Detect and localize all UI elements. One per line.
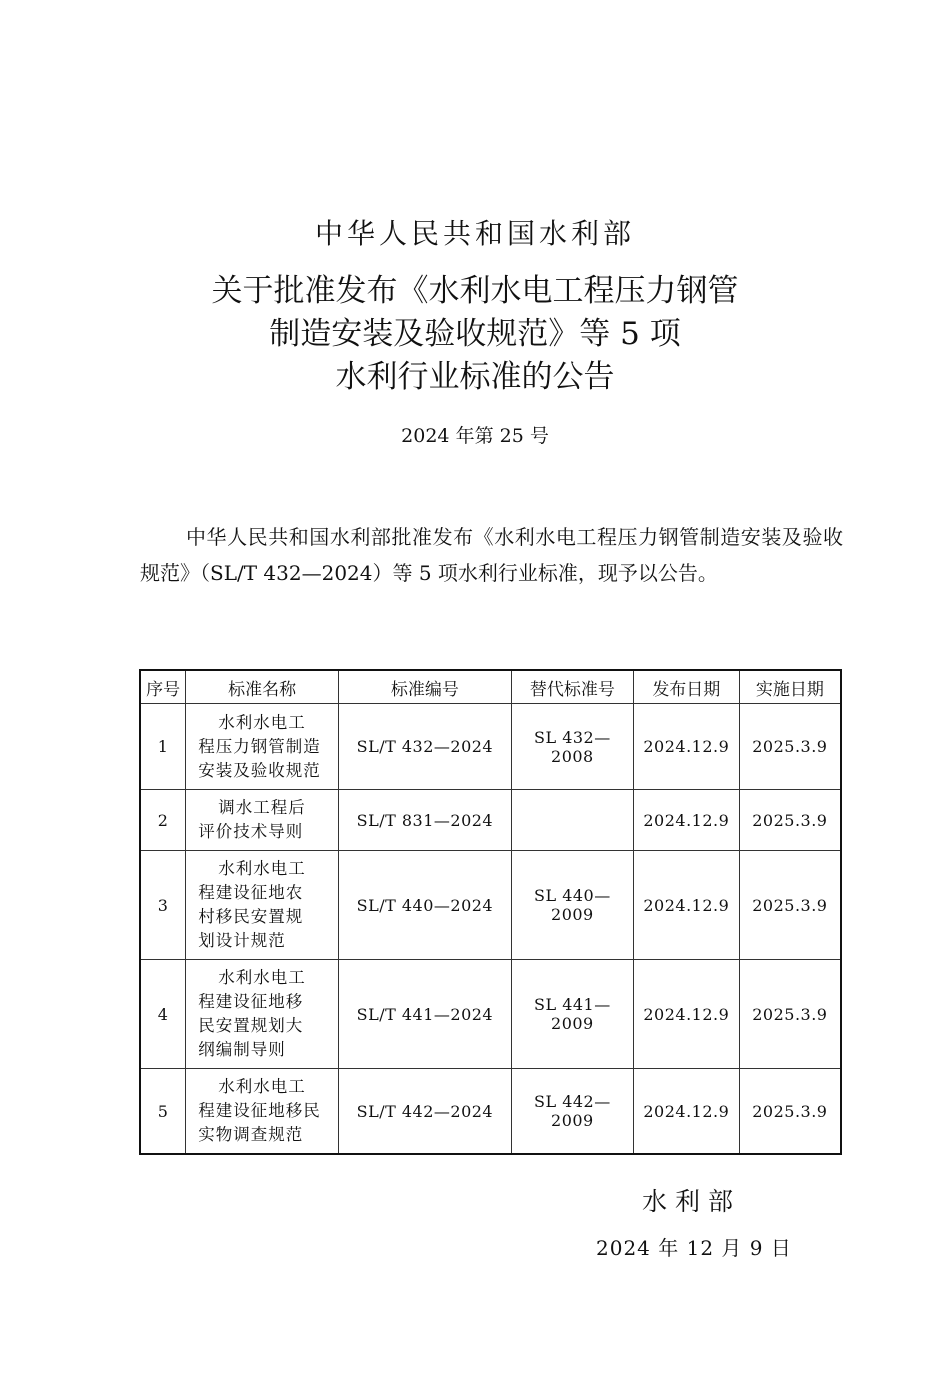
title-line-2: 制造安装及验收规范》等 5 项 bbox=[269, 316, 681, 352]
issuer-signature: 水利部 bbox=[642, 1187, 742, 1216]
name-line: 程建设征地移 bbox=[198, 992, 304, 1011]
name-line: 水利水电工 bbox=[218, 1077, 306, 1096]
name-line: 实物调查规范 bbox=[198, 1125, 304, 1144]
standard-code: SL/T 442—2024 bbox=[338, 1069, 511, 1155]
publish-date: 2024.12.9 bbox=[633, 704, 739, 790]
name-line: 水利水电工 bbox=[218, 968, 306, 987]
announcement-title bbox=[0, 270, 950, 399]
table-row bbox=[140, 704, 841, 790]
replaced-standard: SL 441—2009 bbox=[511, 960, 633, 1069]
effective-date: 2025.3.9 bbox=[739, 960, 841, 1069]
table-row bbox=[140, 851, 841, 960]
effective-date: 2025.3.9 bbox=[739, 1069, 841, 1155]
replaced-standard: SL 432—2008 bbox=[511, 704, 633, 790]
table-row bbox=[140, 790, 841, 851]
publish-date: 2024.12.9 bbox=[633, 960, 739, 1069]
name-line: 村移民安置规 bbox=[198, 907, 304, 926]
name-line: 程压力钢管制造 bbox=[198, 736, 321, 756]
header-effective: 实施日期 bbox=[739, 670, 841, 704]
effective-date: 2025.3.9 bbox=[739, 704, 841, 790]
replaced-standard: SL 440—2009 bbox=[511, 851, 633, 960]
row-no: 5 bbox=[140, 1069, 186, 1155]
name-line: 程建设征地移民 bbox=[198, 1101, 321, 1120]
table-header-row bbox=[140, 670, 841, 704]
name-line: 安装及验收规范 bbox=[198, 760, 321, 780]
standard-name bbox=[186, 1069, 339, 1155]
issue-date: 2024 年 12 月 9 日 bbox=[596, 1236, 792, 1260]
standard-code: SL/T 441—2024 bbox=[338, 960, 511, 1069]
name-line: 民安置规划大 bbox=[198, 1016, 304, 1035]
issuing-ministry: 中华人民共和国水利部 bbox=[314, 217, 635, 250]
effective-date: 2025.3.9 bbox=[739, 790, 841, 851]
name-line: 评价技术导则 bbox=[198, 822, 304, 841]
name-line: 水利水电工 bbox=[218, 712, 306, 732]
header-published: 发布日期 bbox=[633, 670, 739, 704]
title-line-3: 水利行业标准的公告 bbox=[335, 359, 615, 395]
standard-name bbox=[186, 851, 339, 960]
announcement-body: 中华人民共和国水利部批准发布《水利水电工程压力钢管制造安装及验收规范》（SL/T 432—2024）等 5 项水利行业标准，现予以公告。 bbox=[140, 525, 843, 585]
publish-date: 2024.12.9 bbox=[633, 790, 739, 851]
standard-code: SL/T 432—2024 bbox=[338, 704, 511, 790]
standard-name bbox=[186, 790, 339, 851]
effective-date: 2025.3.9 bbox=[739, 851, 841, 960]
table-row bbox=[140, 960, 841, 1069]
row-no: 3 bbox=[140, 851, 186, 960]
replaced-standard bbox=[511, 790, 633, 851]
name-line: 水利水电工 bbox=[218, 859, 306, 878]
replaced-standard: SL 442—2009 bbox=[511, 1069, 633, 1155]
row-no: 4 bbox=[140, 960, 186, 1069]
header-replaces: 替代标准号 bbox=[511, 670, 633, 704]
title-line-1: 关于批准发布《水利水电工程压力钢管 bbox=[211, 273, 739, 309]
standard-name bbox=[186, 960, 339, 1069]
publish-date: 2024.12.9 bbox=[633, 851, 739, 960]
standards-table bbox=[139, 669, 842, 1155]
name-line: 调水工程后 bbox=[218, 798, 306, 817]
row-no: 2 bbox=[140, 790, 186, 851]
name-line: 纲编制导则 bbox=[198, 1040, 286, 1059]
row-no: 1 bbox=[140, 704, 186, 790]
document-number: 2024 年第 25 号 bbox=[401, 425, 549, 447]
header-no: 序号 bbox=[140, 670, 186, 704]
standard-code: SL/T 831—2024 bbox=[338, 790, 511, 851]
header-name: 标准名称 bbox=[186, 670, 339, 704]
standard-name bbox=[186, 704, 339, 790]
name-line: 划设计规范 bbox=[198, 931, 286, 950]
table-row bbox=[140, 1069, 841, 1155]
standard-code: SL/T 440—2024 bbox=[338, 851, 511, 960]
header-code: 标准编号 bbox=[338, 670, 511, 704]
publish-date: 2024.12.9 bbox=[633, 1069, 739, 1155]
name-line: 程建设征地农 bbox=[198, 883, 304, 902]
